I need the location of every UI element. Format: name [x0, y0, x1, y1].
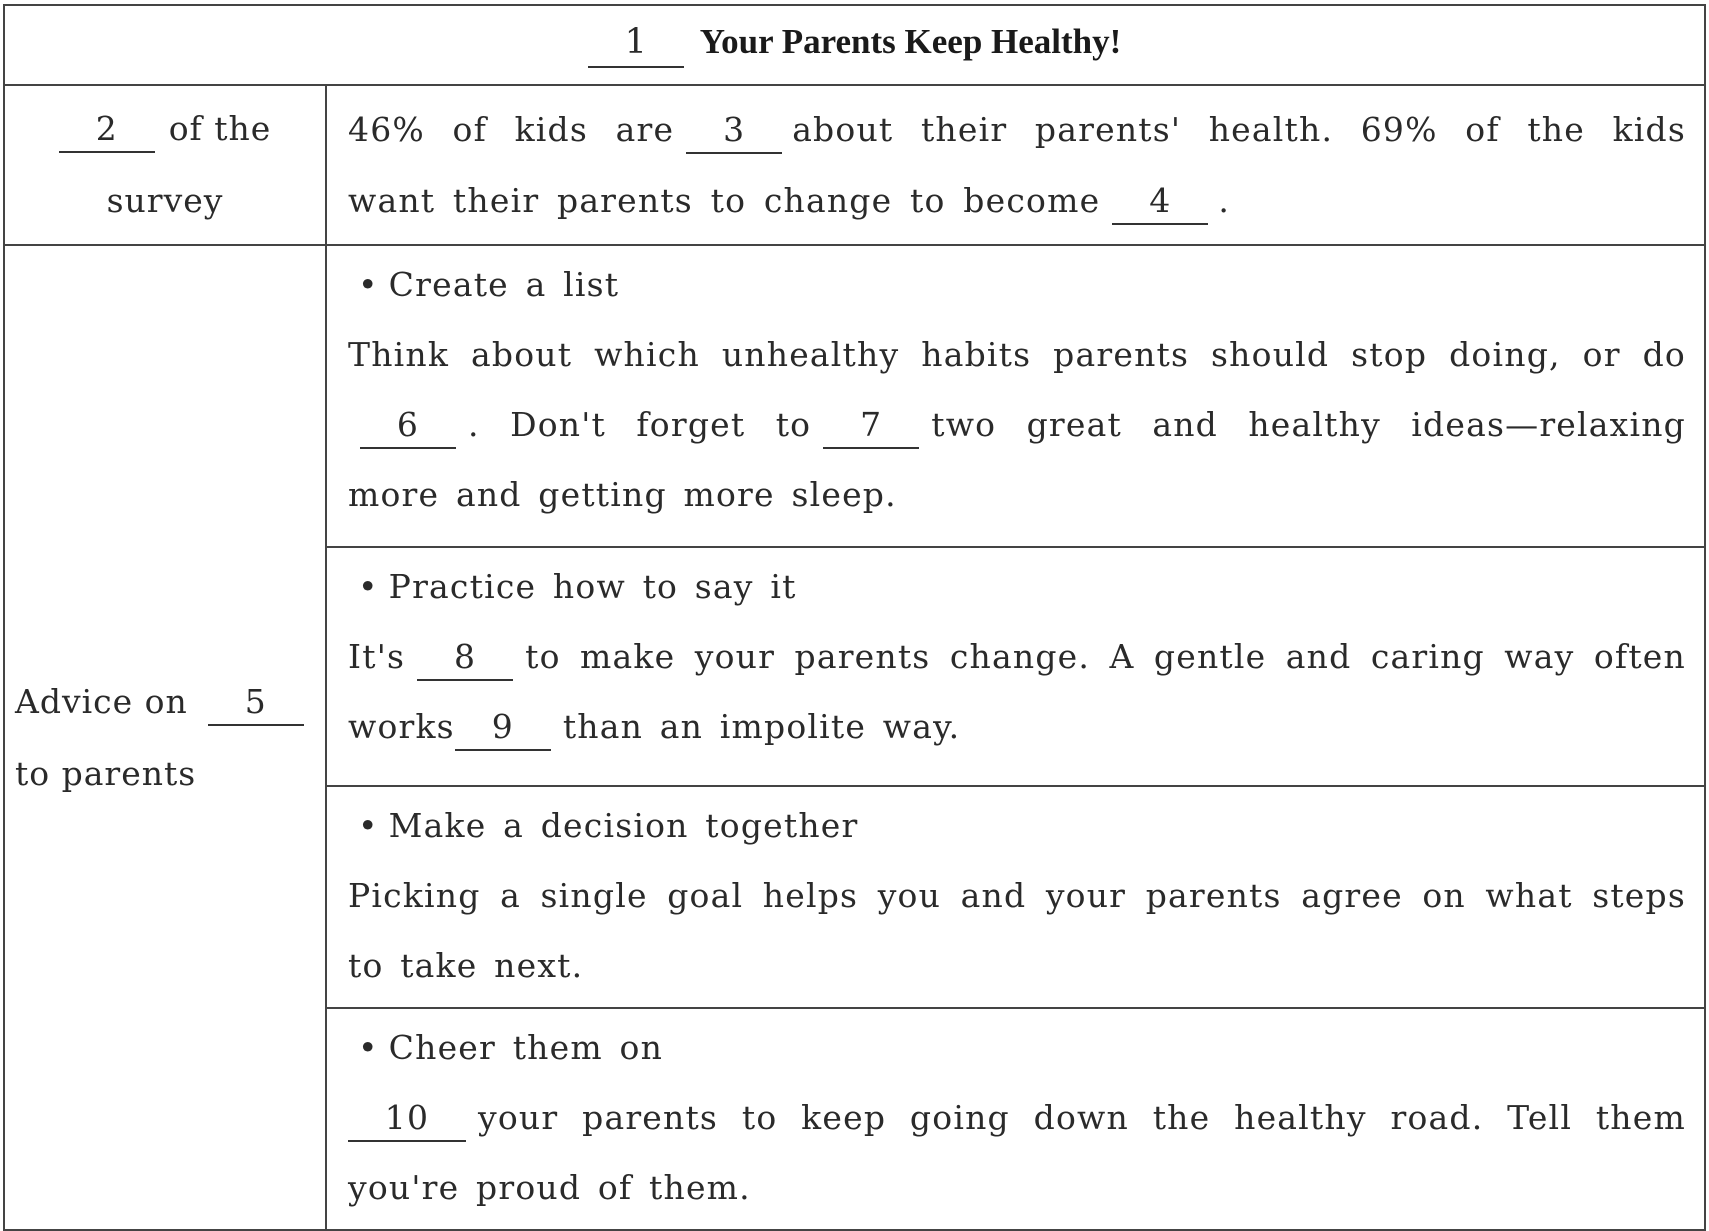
- tip-heading-text: Create a list: [388, 265, 620, 304]
- tip-heading: [348, 1013, 1686, 1083]
- bullet-icon: •: [358, 1028, 379, 1067]
- tip-body-part: two great and healthy ideas—relaxing more and getting more sleep.: [348, 405, 1686, 514]
- bullet-icon: •: [358, 265, 379, 304]
- survey-label-text-2: survey: [106, 181, 224, 220]
- tip-cell-cheer: [326, 1008, 1705, 1230]
- tip-body: [348, 622, 1686, 762]
- tip-heading-text: Cheer them on: [388, 1028, 664, 1067]
- survey-text-part-1: 46% of kids are: [348, 110, 675, 149]
- advice-label-text-2: to parents: [15, 753, 197, 793]
- tip-heading: [348, 250, 1686, 320]
- tip-heading: [348, 552, 1686, 622]
- tip-body: [348, 320, 1686, 530]
- survey-label-cell: [4, 85, 326, 245]
- tip-body-part: to make your parents change. A gentle and caring way often works: [348, 637, 1686, 746]
- tip-cell-decision: [326, 786, 1705, 1008]
- blank-3[interactable]: 3: [686, 113, 782, 154]
- survey-text-part-3: .: [1218, 181, 1231, 220]
- tip-body-part: your parents to keep going down the healthy road. Tell them you're proud of them.: [348, 1098, 1686, 1207]
- blank-10[interactable]: 10: [348, 1101, 466, 1142]
- tip-body-part: . Don't forget to: [468, 405, 812, 444]
- blank-5[interactable]: 5: [208, 685, 304, 726]
- title-text: Your Parents Keep Healthy!: [699, 22, 1122, 61]
- survey-label-text-1: of the: [168, 109, 272, 148]
- bullet-icon: •: [358, 567, 379, 606]
- tip-body-part: than an impolite way.: [562, 707, 961, 746]
- tip-heading-text: Practice how to say it: [388, 567, 797, 606]
- blank-7[interactable]: 7: [823, 408, 919, 449]
- blank-2[interactable]: 2: [59, 112, 155, 153]
- advice-label-text-1: Advice on: [15, 681, 188, 721]
- tip-body: [348, 1083, 1686, 1223]
- tip-heading-text: Make a decision together: [388, 806, 859, 845]
- blank-9[interactable]: 9: [455, 710, 551, 751]
- survey-row: [4, 85, 1705, 245]
- tip-body-part: It's: [348, 637, 406, 676]
- worksheet-table: [3, 4, 1706, 1231]
- tip-cell-create-list: [326, 245, 1705, 547]
- blank-1[interactable]: 1: [588, 25, 684, 68]
- survey-text-part-2: about their parents' health. 69% of the kids want their parents to change to become: [348, 110, 1686, 220]
- table-title: [4, 5, 1705, 85]
- tip-heading: [348, 791, 1686, 861]
- tip-body-part: Picking a single goal helps you and your parents agree on what steps to take next.: [348, 876, 1686, 985]
- blank-4[interactable]: 4: [1112, 184, 1208, 225]
- tip-body: [348, 861, 1686, 1001]
- tip-row-1: [4, 245, 1705, 547]
- advice-label-cell: [4, 245, 326, 1230]
- blank-8[interactable]: 8: [417, 640, 513, 681]
- title-row: [4, 5, 1705, 85]
- tip-body-part: Think about which unhealthy habits parents should stop doing, or do: [348, 335, 1686, 374]
- survey-text-cell: [326, 85, 1705, 245]
- bullet-icon: •: [358, 806, 379, 845]
- blank-6[interactable]: 6: [360, 408, 456, 449]
- tip-cell-practice: [326, 547, 1705, 786]
